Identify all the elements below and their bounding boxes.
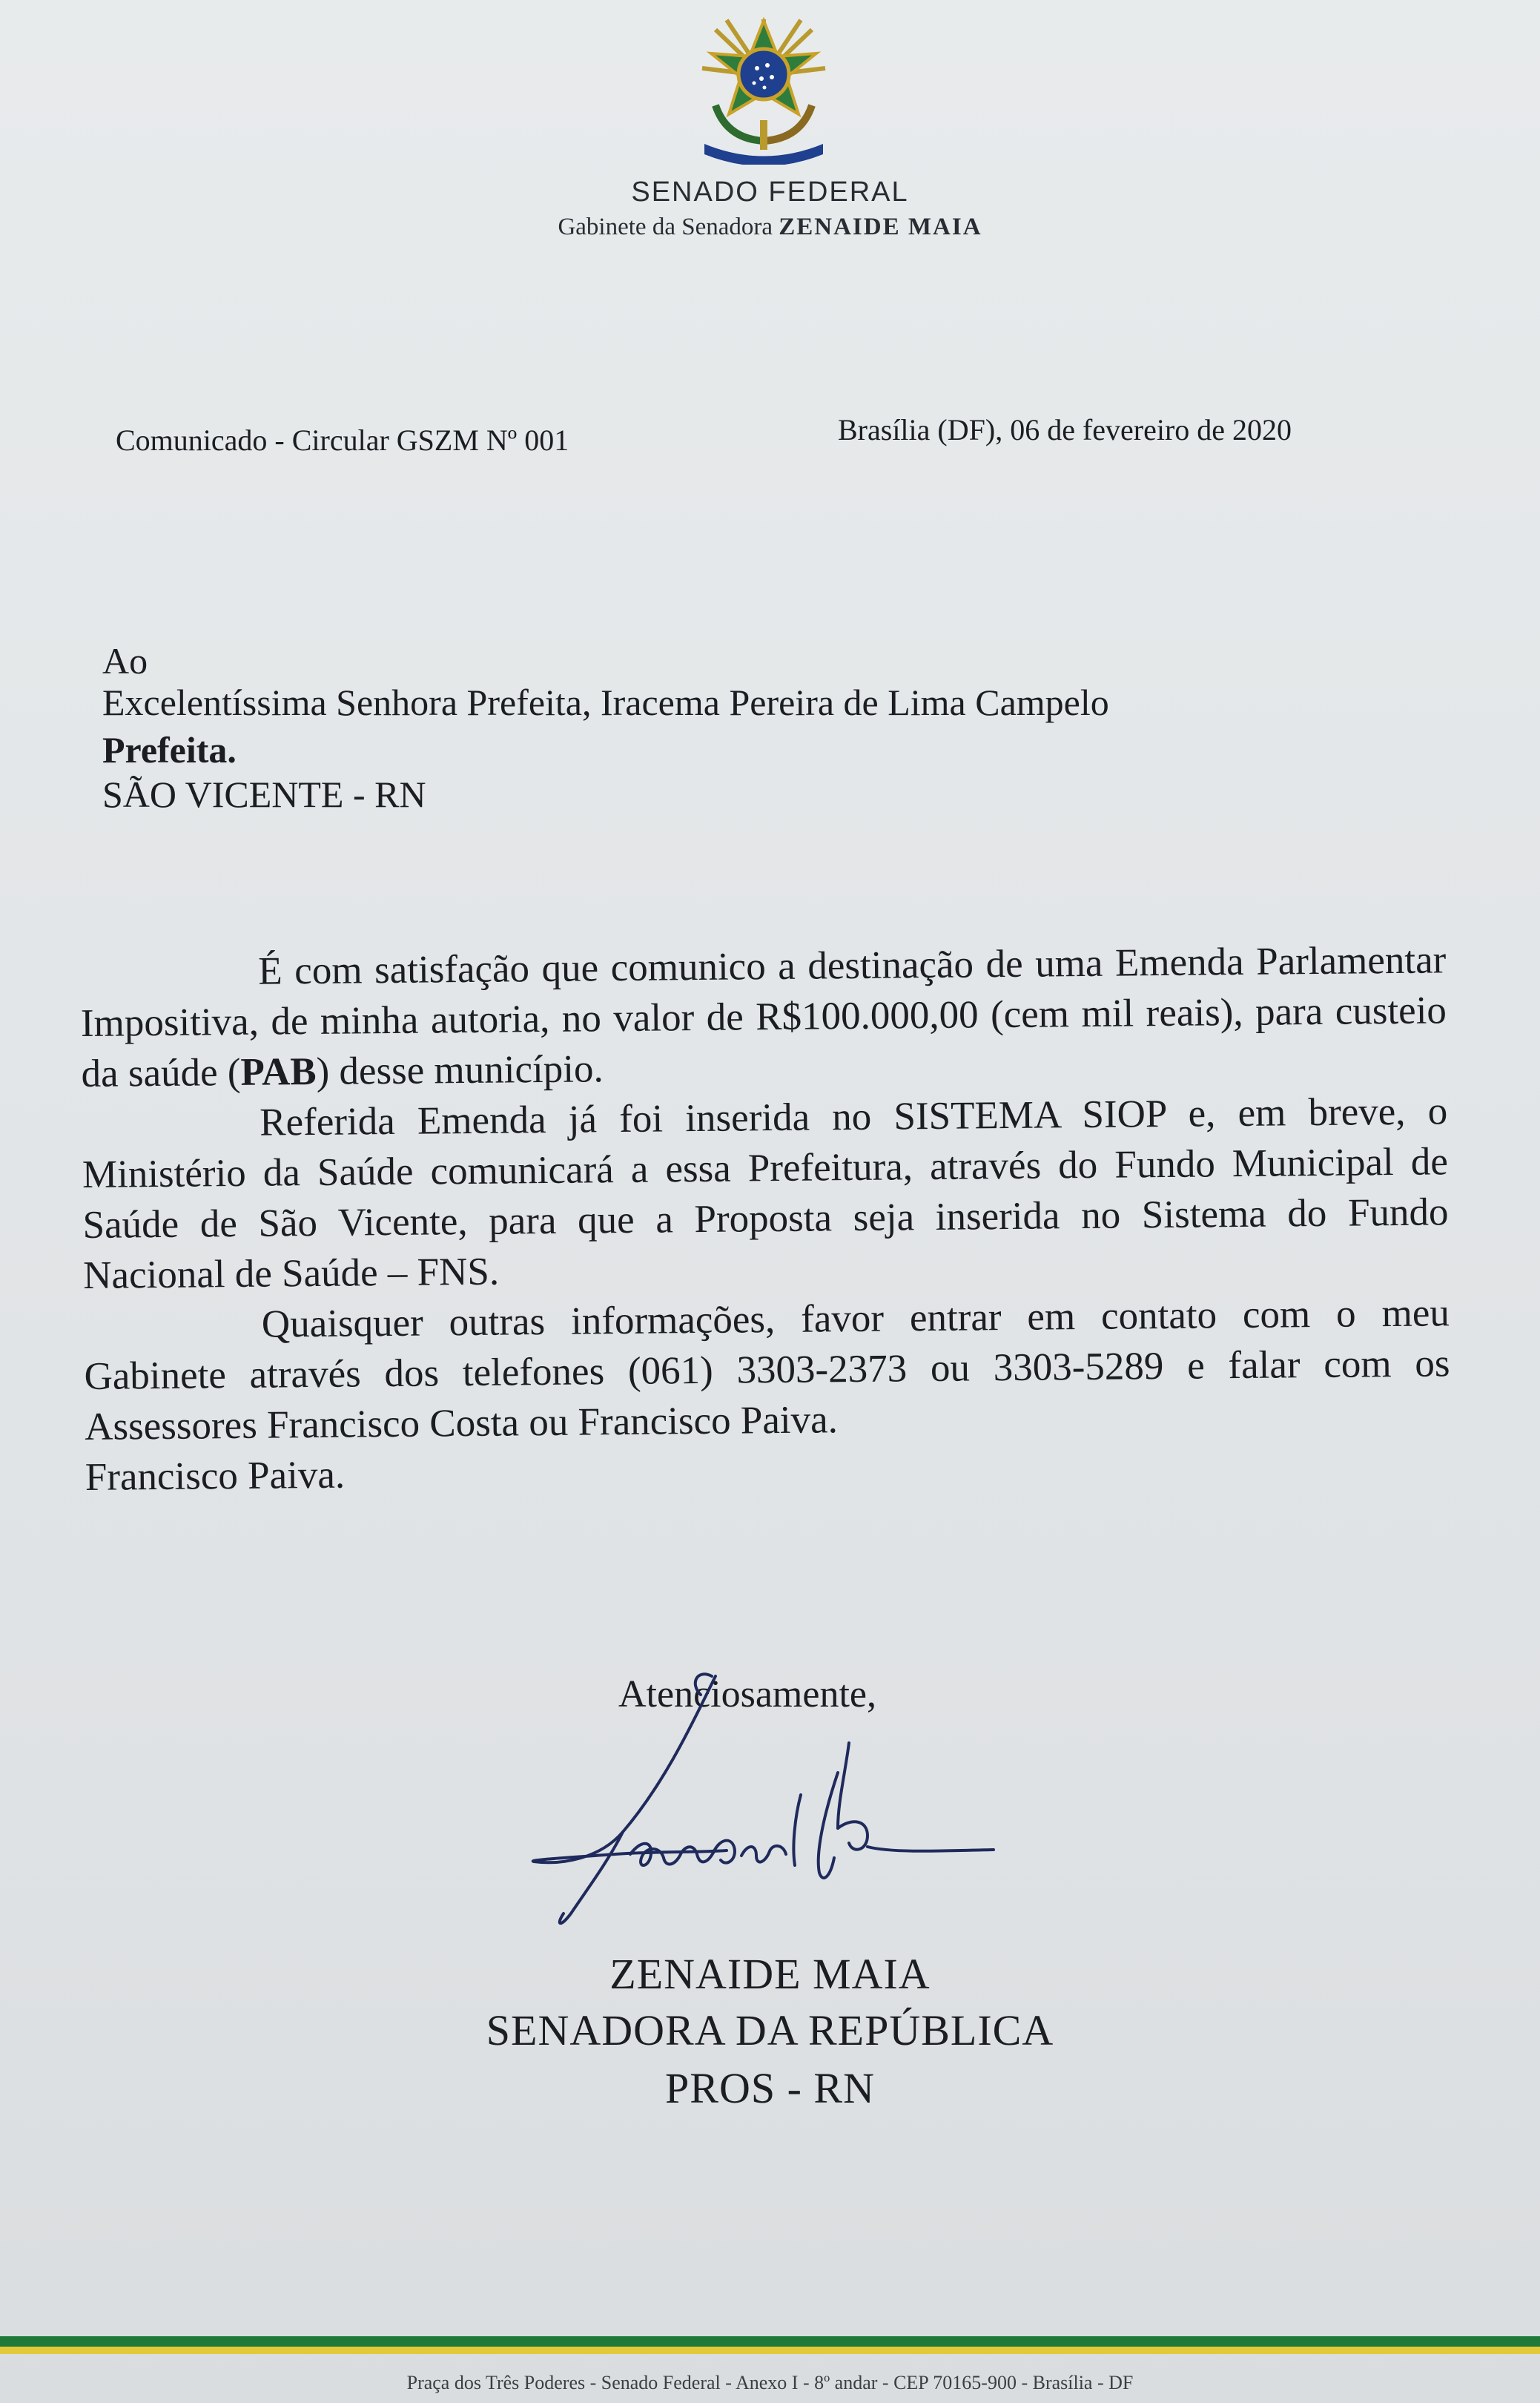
addressee-role: Prefeita.	[102, 729, 237, 771]
body-paragraph-1	[80, 934, 1447, 1099]
institution-name: SENADO FEDERAL	[631, 177, 909, 208]
footer-address: Praça dos Três Poderes - Senado Federal - Anexo I - 8º andar - CEP 70165-900 - Brasília - DF	[406, 2372, 1134, 2393]
closing-salutation: Atenciosamente,	[618, 1673, 876, 1715]
office-senator-name: ZENAIDE MAIA	[779, 214, 982, 240]
office-prefix: Gabinete da Senadora	[558, 214, 773, 240]
body-paragraph-1-text-a: É com satisfação que comunico a destinação de uma Emenda Parlamentar Impositiva, de minha autoria, no valor de R$100.000,00 (cem mil reais), para custeio da saúde (	[80, 938, 1447, 1095]
addressee-name: Excelentíssima Senhora Prefeita, Iracema Pereira de Lima Campelo	[102, 682, 1109, 723]
body-paragraph-3: Quaisquer outras informações, favor entrar em contato com o meu Gabinete através dos telefones (061) 3303-2373 ou 3303-5289 e falar com os Assessores Francisco Costa ou Francisco Paiva.	[84, 1291, 1450, 1448]
circular-reference: Comunicado - Circular GSZM Nº 001	[116, 423, 569, 457]
footer-yellow-band	[0, 2347, 1540, 2354]
letter-body	[80, 934, 1451, 1503]
letter-date: Brasília (DF), 06 de fevereiro de 2020	[838, 413, 1292, 446]
addressee-salutation: Ao	[102, 640, 148, 682]
handwritten-signature	[519, 1669, 1038, 1995]
body-paragraph-4: Francisco Paiva.	[85, 1453, 346, 1499]
signatory-name: ZENAIDE MAIA	[609, 1950, 931, 1998]
body-paragraph-1-text-b: ) desse município.	[316, 1047, 604, 1093]
footer-green-band	[0, 2336, 1540, 2347]
office-line	[0, 214, 1540, 241]
body-paragraph-2: Referida Emenda já foi inserida no SISTEMA SIOP e, em breve, o Ministério da Saúde comunicará a essa Prefeitura, através do Fundo Municipal de Saúde de São Vicente, para que a Proposta seja inserida no Sistema do Fundo Nacional de Saúde – FNS.	[82, 1090, 1449, 1297]
addressee-city: SÃO VICENTE - RN	[102, 774, 426, 815]
signatory-title: SENADORA DA REPÚBLICA	[486, 2006, 1054, 2054]
signatory-party: PROS - RN	[665, 2064, 875, 2112]
body-paragraph-1-bold: PAB	[240, 1049, 317, 1094]
coat-of-arms-emblem	[686, 16, 842, 165]
